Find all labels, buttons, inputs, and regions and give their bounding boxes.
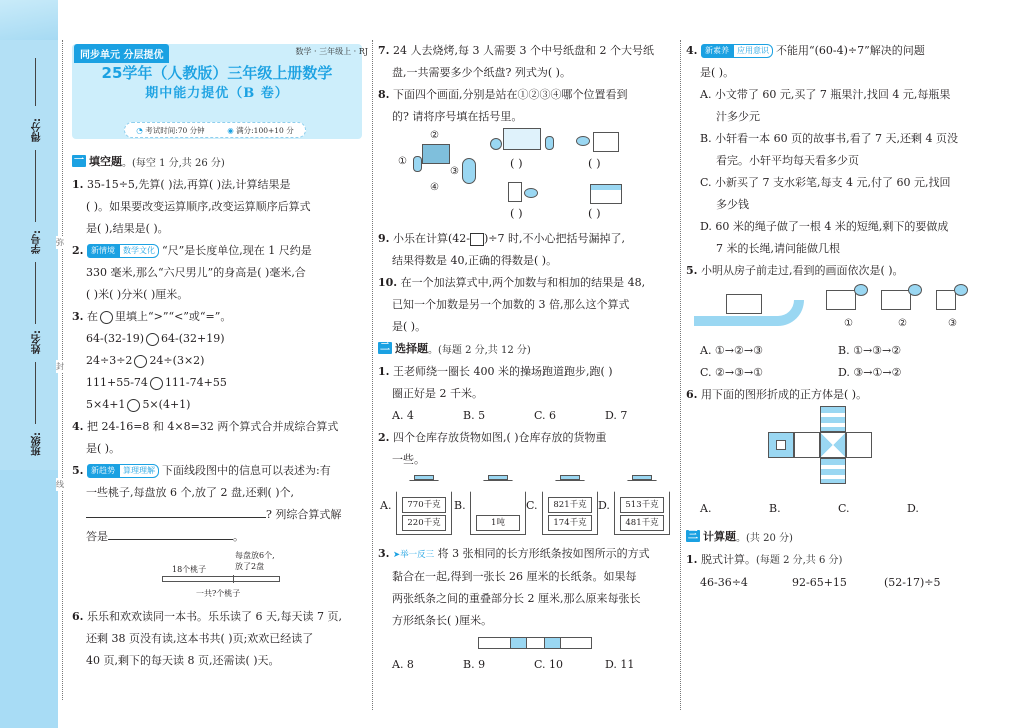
answer-blank[interactable]: [86, 517, 266, 518]
house-walk-diagram: [686, 282, 976, 340]
viewpoint-diagram: [378, 128, 676, 228]
option-b-cont: 看完。小轩平均每天看多少页: [716, 154, 859, 167]
option-a[interactable]: A. 4: [392, 409, 414, 422]
option-d[interactable]: D.: [598, 499, 610, 512]
question-1-3: [72, 306, 368, 328]
comparison-right: 24÷(3×2): [149, 354, 205, 367]
segment-divider: [233, 575, 234, 583]
question-text: 小明从房子前走过,看到的画面依次是( )。: [700, 264, 904, 277]
question-text: ? 列综合算式解: [266, 508, 342, 521]
header: [72, 40, 368, 145]
tree-icon: [576, 136, 590, 146]
answer-circle[interactable]: [134, 355, 147, 368]
binding-margin: [0, 0, 66, 728]
question-text: 王老师绕一圈长 400 米的操场跑道跑步,跑( ): [392, 365, 613, 378]
tag-reasoning: 算理理解: [119, 464, 159, 478]
question-1-1: [72, 174, 368, 240]
option-a[interactable]: A.: [380, 499, 392, 512]
comparison-left: 24÷3÷2: [86, 354, 133, 367]
weight-cell: 174千克: [548, 515, 592, 531]
roof-stripe: [591, 185, 621, 190]
tree-icon: [413, 156, 422, 172]
question-text: 圈正好是 2 千米。: [392, 387, 483, 400]
position-label: ①: [398, 156, 407, 167]
weight-cell: 770千克: [402, 497, 446, 513]
header-subject: 数学 · 三年级上 · RJ: [295, 47, 368, 56]
question-2-1: [378, 361, 676, 405]
page-subtitle: 期中能力提优（B 卷）: [145, 86, 289, 101]
question-number: 3.: [378, 547, 390, 560]
score-label: 得分:: [32, 118, 43, 142]
question-number: 6.: [686, 388, 698, 401]
question-text: 。: [233, 530, 244, 543]
line-segment-diagram: [72, 548, 368, 606]
cube-options-row: [686, 494, 976, 524]
option-c-cont: 多少钱: [716, 198, 749, 211]
question-text: 两张纸条之间的重叠部分长 2 厘米,那么原来每张长: [392, 592, 641, 605]
question-note: (每题 2 分,共 6 分): [755, 555, 843, 566]
score-line: [35, 58, 36, 106]
paper-strip: [478, 637, 592, 649]
options-row: [378, 654, 676, 676]
exam-score: 满分:100+10 分: [236, 125, 294, 135]
exam-info: [124, 122, 306, 138]
option-b[interactable]: B. 小轩看一本 60 页的故事书,看了 7 天,还剩 4 页没: [700, 132, 959, 145]
house-view-3: [936, 290, 956, 310]
overlap-segment: [544, 638, 561, 648]
question-text: ( )米( )分米( )厘米。: [86, 288, 189, 301]
section-number: 二: [380, 342, 390, 353]
header-tag: 同步单元 分层提优: [74, 44, 169, 63]
net-face-bottom: [820, 458, 846, 484]
comparison-right: 64-(32+19): [161, 332, 225, 345]
question-number: 9.: [378, 232, 390, 245]
answer-blank[interactable]: ( ): [588, 156, 601, 170]
section-1-heading: [72, 153, 368, 169]
question-text: 是( )。: [86, 442, 121, 455]
question-text: 35-15÷5,先算( )法,再算( )法,计算结果是: [86, 178, 291, 191]
view-label: ③: [948, 318, 957, 329]
option-d[interactable]: D.: [907, 502, 919, 515]
weight-cell: 513千克: [620, 497, 664, 513]
question-number: 4.: [72, 420, 84, 433]
question-number: 1.: [72, 178, 84, 191]
section-title: 计算题: [703, 530, 736, 543]
column-3: [686, 40, 976, 594]
question-text: 将 3 张相同的长方形纸条按如图所示的方式: [437, 547, 650, 560]
weight-cell: 481千克: [620, 515, 664, 531]
answer-blank[interactable]: ( ): [510, 156, 523, 170]
jar-lid: [488, 475, 508, 480]
question-1-2: [72, 240, 368, 306]
question-number: 3.: [72, 310, 84, 323]
comparison-row: [72, 328, 368, 350]
position-label: ②: [430, 130, 439, 141]
question-1-7: [378, 40, 676, 84]
section-number: 一: [74, 155, 84, 166]
options-row: [686, 362, 976, 384]
seal-char-xian: 线: [56, 480, 64, 489]
section-2-heading: [378, 340, 676, 356]
option-c[interactable]: C. ②→③→①: [700, 366, 764, 379]
name-line[interactable]: [35, 262, 36, 324]
question-1-5: [72, 460, 368, 548]
net-face: [794, 432, 820, 458]
weight-cell: 821千克: [548, 497, 592, 513]
net-face-left: [768, 432, 794, 458]
question-text: 下面线段图中的信息可以表述为:有: [161, 464, 331, 477]
question-text: 40 页,剩下的每天读 8 页,还需读( )天。: [86, 654, 280, 667]
option-c[interactable]: C.: [838, 502, 850, 515]
exam-time: 考试时间:70 分钟: [145, 125, 205, 135]
warehouse-diagram: [378, 471, 676, 539]
option-b[interactable]: B.: [769, 502, 781, 515]
comparison-row: [72, 394, 368, 416]
option-c[interactable]: C. 小新买了 7 支水彩笔,每支 4 元,付了 60 元,找回: [700, 176, 951, 189]
question-number: 4.: [686, 44, 698, 57]
jar-lid: [414, 475, 434, 480]
question-number: 2.: [378, 431, 390, 444]
question-text: 下面四个画面,分别是站在①②③④哪个位置看到: [392, 88, 628, 101]
diagram-label: 放了2盘: [235, 562, 265, 571]
question-text: 乐乐和欢欢读同一本书。乐乐读了 6 天,每天读 7 页,: [86, 610, 342, 623]
question-text: 小乐在计算(42-: [392, 232, 470, 245]
tag-new-context: 新情境: [87, 244, 119, 258]
question-text: 四个仓库存放货物如图,( )仓库存放的货物重: [392, 431, 607, 444]
question-number: 6.: [72, 610, 84, 623]
student-id-label: 学号:: [32, 230, 43, 254]
comparison-row: [72, 372, 368, 394]
answer-circle[interactable]: [150, 377, 163, 390]
student-id-line[interactable]: [35, 150, 36, 222]
section-3-heading: [686, 528, 976, 544]
comparison-right: 5×(4+1): [142, 398, 191, 411]
question-text: 答是: [86, 530, 108, 543]
missing-number-box[interactable]: [470, 233, 484, 246]
answer-circle[interactable]: [127, 399, 140, 412]
question-1-8: [378, 84, 676, 128]
section-title: 选择题: [395, 342, 428, 355]
option-c[interactable]: C. 6: [534, 409, 557, 422]
option-a[interactable]: A. ①→②→③: [700, 344, 763, 357]
view-picture-3: [508, 182, 522, 202]
house-view-2: [881, 290, 911, 310]
warehouse-a: [396, 475, 452, 535]
question-1-9: [378, 228, 676, 272]
view-label: ①: [844, 318, 853, 329]
question-text: 盘,一共需要多少个纸盘? 列式为( )。: [392, 66, 571, 79]
house-view-1: [826, 290, 856, 310]
section-note: 。(每空 1 分,共 26 分): [122, 157, 225, 169]
question-number: 2.: [72, 244, 84, 257]
expression: (52-17)÷5: [884, 576, 941, 589]
option-a[interactable]: A.: [700, 502, 712, 515]
question-number: 5.: [72, 464, 84, 477]
section-note: 。(共 20 分): [736, 532, 793, 544]
position-label: ④: [430, 182, 439, 193]
segment-bar: [162, 576, 280, 582]
expression: 46-36÷4: [700, 576, 748, 589]
question-text: 在: [86, 310, 98, 323]
page-title: 25学年（人教版）三年级上册数学: [101, 64, 333, 82]
column-divider: [680, 40, 681, 710]
question-text: 是( )。: [392, 320, 427, 333]
question-text: 的? 请将序号填在括号里。: [392, 110, 523, 123]
tree-icon: [524, 188, 538, 198]
question-text: 已知一个加数是另一个加数的 3 倍,那么这个算式: [392, 298, 630, 311]
answer-blank[interactable]: [108, 539, 233, 540]
name-label: 姓名:: [32, 330, 43, 354]
section-title: 填空题: [89, 155, 122, 168]
question-text: 脱式计算。: [700, 553, 756, 566]
question-number: 5.: [686, 264, 698, 277]
section-number: 三: [688, 530, 698, 541]
building-top-view: [422, 144, 450, 164]
question-number: 7.: [378, 44, 390, 57]
option-d[interactable]: D. 7: [605, 409, 628, 422]
section-note: 。(每题 2 分,共 12 分): [428, 344, 531, 356]
question-text: 把 24-16=8 和 4×8=32 两个算式合并成综合算式: [86, 420, 339, 433]
overlap-segment: [510, 638, 527, 648]
tree-icon: [854, 284, 868, 296]
question-number: 1.: [686, 553, 698, 566]
class-line[interactable]: [35, 362, 36, 424]
answer-circle[interactable]: [146, 333, 159, 346]
warehouse-b: [470, 475, 526, 535]
net-face-top: [820, 406, 846, 432]
question-2-3: [378, 543, 676, 632]
tag-new-literacy: 新素养: [701, 44, 733, 58]
jar-lid: [560, 475, 580, 480]
option-d[interactable]: D. 60 米的绳子做了一根 4 米的短绳,剩下的要做成: [700, 220, 949, 233]
question-text: 330 毫米,那么“六尺男儿”的身高是( )毫米,合: [86, 266, 306, 279]
column-2: [378, 40, 676, 676]
question-text: 24 人去烧烤,每 3 人需要 3 个中号纸盘和 2 个大号纸: [392, 44, 654, 57]
option-a[interactable]: A. 小文带了 60 元,买了 7 瓶果汁,找回 4 元,每瓶果: [700, 88, 951, 101]
question-text: 是( ),结果是( )。: [86, 222, 169, 235]
question-2-5: [686, 260, 976, 282]
tree-icon: [490, 138, 502, 150]
option-b[interactable]: B.: [454, 499, 466, 512]
option-a[interactable]: A. 8: [392, 658, 414, 671]
check-icon: ◉: [227, 125, 234, 135]
tag-one-to-three: ➤举一反三: [392, 550, 435, 560]
question-text: 方形纸条长( )厘米。: [392, 614, 493, 627]
diagram-label: 一共?个桃子: [196, 589, 241, 598]
house-icon: [726, 294, 762, 314]
seal-char-feng: 封: [56, 362, 64, 371]
view-picture-2: [593, 132, 619, 152]
net-face-center: [820, 432, 846, 458]
warehouse-c: [542, 475, 598, 535]
question-text: 是( )。: [700, 66, 735, 79]
comparison-left: 5×4+1: [86, 398, 126, 411]
option-d-cont: 7 米的长绳,请问能做几根: [716, 242, 840, 255]
class-label: 班级:: [32, 432, 43, 456]
question-3-1: [686, 549, 976, 572]
question-text: ( )。如果要改变运算顺序,改变运算顺序后算式: [86, 200, 311, 213]
question-number: 1.: [378, 365, 390, 378]
comparison-right: 111-74+55: [164, 376, 227, 389]
option-c[interactable]: C.: [526, 499, 538, 512]
question-text: )÷7 时,不小心把括号漏掉了,: [484, 232, 625, 245]
pond-icon: [545, 136, 554, 150]
tag-new-trend: 新趋势: [87, 464, 119, 478]
net-face: [846, 432, 872, 458]
question-text: 里填上“>”“<”或“=”。: [114, 310, 232, 323]
question-text: 还剩 38 页没有读,这本书共( )页;欢欢已经读了: [86, 632, 314, 645]
seal-char-mi: 弥: [56, 238, 64, 247]
paper-strip-diagram: [378, 632, 676, 654]
question-text: 结果得数是 40,正确的得数是( )。: [392, 254, 558, 267]
jar-lid: [632, 475, 652, 480]
view-picture-1: [503, 128, 541, 150]
position-label: ③: [450, 166, 459, 177]
question-2-4: [686, 40, 976, 260]
option-b[interactable]: B. 5: [463, 409, 486, 422]
option-c[interactable]: C. 10: [534, 658, 564, 671]
option-a-cont: 汁多少元: [716, 110, 760, 123]
warehouse-d: [614, 475, 670, 535]
question-text: 一些桃子,每盘放 6 个,放了 2 盘,还剩( )个,: [86, 486, 295, 499]
comparison-left: 111+55-74: [86, 376, 148, 389]
question-text: 黏合在一起,得到一张长 26 厘米的长纸条。如果每: [392, 570, 637, 583]
column-1: [72, 40, 368, 672]
question-1-10: [378, 272, 676, 338]
question-1-6: [72, 606, 368, 672]
cube-net-diagram: [686, 406, 976, 494]
weight-cell: 220千克: [402, 515, 446, 531]
column-divider: [372, 40, 373, 710]
answer-blank[interactable]: ( ): [510, 206, 523, 220]
option-b[interactable]: B. ①→③→②: [838, 344, 902, 357]
option-d[interactable]: D. ③→①→②: [838, 366, 902, 379]
comparison-row: [72, 350, 368, 372]
view-picture-4: [590, 184, 622, 204]
comparison-left: 64-(32-19): [86, 332, 145, 345]
calculation-row: [686, 572, 976, 594]
tag-application: 应用意识: [733, 44, 773, 58]
question-text: 在一个加法算式中,两个加数与和相加的结果是 48,: [400, 276, 646, 289]
diagram-label: 18个桃子: [172, 565, 207, 574]
pond-icon: [462, 158, 476, 184]
tag-math-culture: 数学文化: [119, 244, 159, 258]
question-text: 用下面的图形折成的正方体是( )。: [700, 388, 868, 401]
question-text: “尺”是长度单位,现在 1 尺约是: [161, 244, 312, 257]
question-2-6: [686, 384, 976, 406]
view-label: ②: [898, 318, 907, 329]
options-row: [686, 340, 976, 362]
question-text: 不能用“(60-4)÷7”解决的问题: [775, 44, 925, 57]
clock-icon: ◔: [136, 125, 143, 135]
circle-icon: [100, 311, 113, 324]
tree-icon: [908, 284, 922, 296]
question-text: 一些。: [392, 453, 425, 466]
question-number: 8.: [378, 88, 390, 101]
tree-icon: [954, 284, 968, 296]
options-row: [378, 405, 676, 427]
question-2-2: [378, 427, 676, 471]
option-d[interactable]: D. 11: [605, 658, 635, 671]
diagram-label: 每盘放6个,: [235, 551, 275, 560]
weight-cell: 1吨: [476, 515, 520, 531]
question-number: 10.: [378, 276, 398, 289]
question-1-4: [72, 416, 368, 460]
answer-blank[interactable]: ( ): [588, 206, 601, 220]
expression: 92-65+15: [792, 576, 847, 589]
option-b[interactable]: B. 9: [463, 658, 486, 671]
